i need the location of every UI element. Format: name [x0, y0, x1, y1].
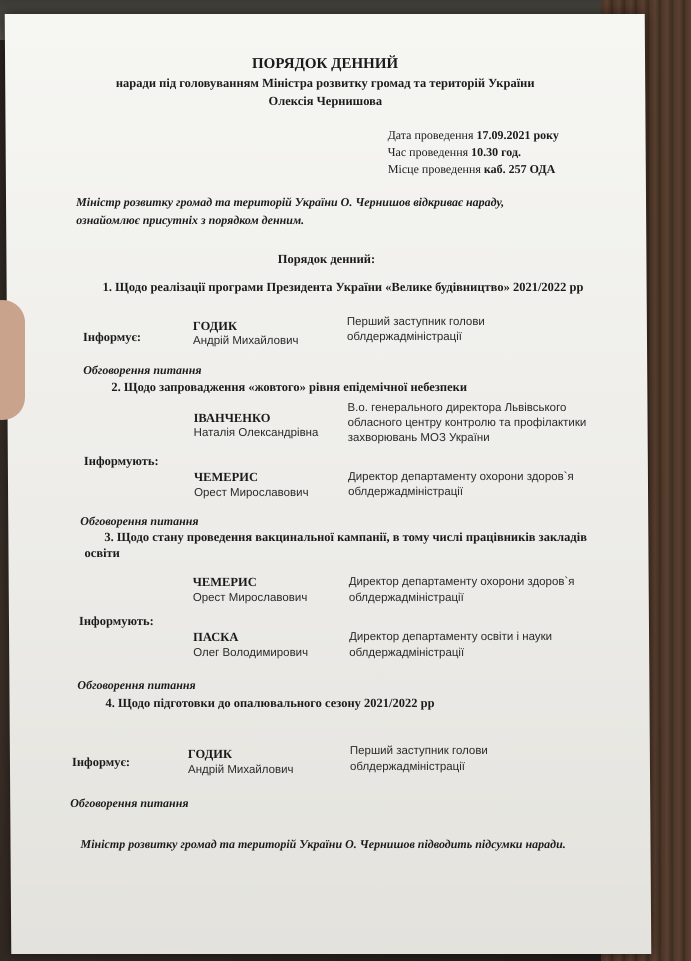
speaker-position-line2: облдержадміністрації — [349, 761, 466, 774]
intro-line1: Міністр розвитку громад та територій України О. Чернишов відкриває нараду, — [75, 194, 505, 209]
speaker-surname: ЧЕМЕРИС — [193, 469, 259, 484]
speaker-position-line1: Директор департаменту охорони здоров`я — [347, 470, 574, 483]
agenda-item-4-discussion: Обговорення питання — [70, 796, 189, 811]
hand-finger — [0, 300, 25, 420]
speaker-name: Наталія Олександрівна — [193, 426, 319, 439]
speaker-position-line1: В.о. генерального директора Львівського — [347, 401, 567, 414]
speaker-position-line1: Перший заступник голови — [349, 745, 488, 758]
meeting-place-label: Місце проведення — [387, 161, 481, 176]
agenda-item-1-title: 1. Щодо реалізації програми Президента України «Велике будівництво» 2021/2022 рр — [102, 279, 584, 294]
agenda-item-4-title: 4. Щодо підготовки до опалювального сезону 2021/2022 рр — [105, 696, 435, 711]
meeting-time-value: 10.30 год. — [471, 144, 522, 159]
speaker-position-line1: Директор департаменту охорони здоров`я — [348, 576, 575, 589]
meeting-time — [388, 145, 521, 160]
closing-statement: Міністр розвитку громад та територій України О. Чернишов підводить підсумки наради. — [80, 837, 566, 852]
page-subtitle-line2: Олексія Чернишова — [268, 93, 383, 108]
agenda-item-3-discussion: Обговорення питання — [77, 678, 196, 693]
meeting-date-label: Дата проведення — [387, 127, 474, 142]
speaker-surname: ПАСКА — [193, 630, 239, 645]
speaker-position-line2: облдержадміністрації — [346, 330, 463, 343]
agenda-item-1-inform-label: Інформує: — [82, 329, 142, 344]
speaker-name: Орест Мирославович — [192, 592, 308, 605]
agenda-item-3-title-line2: освіти — [84, 546, 120, 561]
agenda-item-3-inform-label: Інформують: — [78, 614, 154, 629]
agenda-item-2-inform-label: Інформують: — [83, 453, 159, 468]
speaker-surname: ГОДИК — [192, 318, 238, 333]
speaker-position-line3: захворювань МОЗ України — [347, 431, 490, 444]
page-title: ПОРЯДОК ДЕННИЙ — [251, 55, 399, 72]
document-sheet — [5, 14, 652, 954]
meeting-date — [388, 128, 559, 143]
speaker-surname: ЧЕМЕРИС — [192, 575, 257, 590]
speaker-surname: ГОДИК — [187, 747, 233, 762]
agenda-item-2-discussion: Обговорення питання — [80, 514, 199, 529]
speaker-name: Олег Володимирович — [193, 647, 309, 660]
agenda-item-4-inform-label: Інформує: — [71, 755, 131, 770]
speaker-name: Андрій Михайлович — [192, 334, 299, 347]
speaker-position-line1: Директор департаменту освіти і науки — [349, 631, 553, 644]
agenda-item-1-discussion: Обговорення питання — [83, 362, 202, 377]
meeting-time-label: Час проведення — [387, 144, 469, 159]
speaker-name: Орест Мирославович — [194, 487, 309, 500]
speaker-position-line2: облдержадміністрації — [349, 647, 465, 660]
meeting-place — [388, 162, 556, 177]
meeting-place-value: каб. 257 ОДА — [483, 161, 556, 176]
speaker-position-line2: облдержадміністрації — [348, 486, 464, 499]
agenda-item-3-title-line1: 3. Щодо стану проведення вакцинальної кампанії, в тому числі працівників закладів — [104, 530, 587, 545]
speaker-surname: ІВАНЧЕНКО — [193, 410, 271, 425]
intro-line2: ознайомлює присутніх з порядком денним. — [76, 212, 305, 227]
speaker-name: Андрій Михайлович — [187, 764, 294, 777]
speaker-position-line2: обласного центру контролю та профілактики — [347, 416, 587, 429]
agenda-item-2-title: 2. Щодо запровадження «жовтого» рівня епідемічної небезпеки — [111, 379, 468, 394]
page-subtitle-line1: наради під головуванням Міністра розвитку громад та територій України — [115, 75, 535, 90]
speaker-position-line2: облдержадміністрації — [348, 592, 464, 605]
agenda-heading: Порядок денний: — [277, 251, 376, 266]
meeting-date-value: 17.09.2021 року — [476, 127, 559, 142]
speaker-position-line1: Перший заступник голови — [346, 315, 485, 328]
